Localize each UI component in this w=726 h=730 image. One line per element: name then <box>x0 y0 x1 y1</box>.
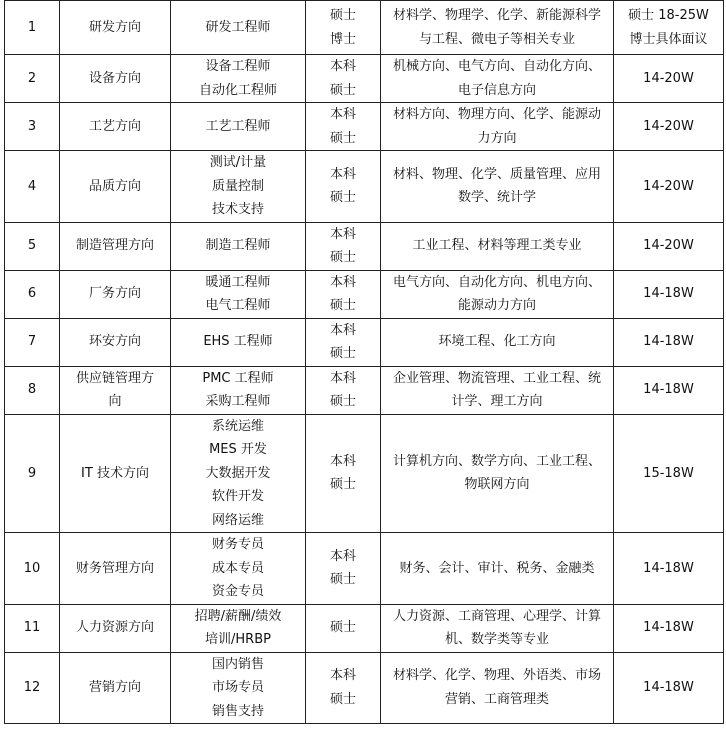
direction-cell-line: 设备方向 <box>88 70 141 86</box>
salary-cell <box>614 318 724 366</box>
table-row <box>5 652 724 724</box>
table-row <box>5 103 724 151</box>
direction-cell <box>60 1 171 55</box>
positions-cell-line: MES 开发 <box>209 442 267 457</box>
positions-cell <box>171 222 306 270</box>
positions-cell-line: 培训/HRBP <box>205 632 271 647</box>
salary-cell-line: 14-20W <box>643 238 694 254</box>
degree-cell-line: 本科 <box>329 107 356 122</box>
table-row <box>5 270 724 318</box>
positions-cell-line: 制造工程师 <box>205 238 271 254</box>
majors-cell-line: 能源动力方向 <box>457 298 536 313</box>
salary-cell-line: 博士具体面议 <box>629 31 708 47</box>
majors-cell-line: 电气方向、自动化方向、机电方向、 <box>392 274 601 290</box>
degree-cell-line: 硕士 <box>329 190 356 206</box>
majors-cell-line: 与工程、微电子等相关专业 <box>418 31 575 47</box>
majors-cell-line: 机械方向、电气方向、自动化方向、 <box>392 59 601 74</box>
positions-cell-line: 市场专员 <box>211 680 264 695</box>
row-number: 3 <box>5 103 60 151</box>
degree-cell-line: 本科 <box>329 370 356 386</box>
positions-cell-line: 销售支持 <box>211 703 264 719</box>
majors-cell <box>381 318 614 366</box>
positions-cell-line: 网络运维 <box>211 512 264 528</box>
majors-cell <box>381 533 614 605</box>
majors-cell-line: 数学、统计学 <box>457 190 536 206</box>
degree-cell <box>306 604 381 652</box>
salary-cell-line: 14-18W <box>643 680 694 695</box>
salary-cell-line: 14-20W <box>643 178 694 194</box>
degree-cell-line: 硕士 <box>329 82 356 98</box>
degree-cell-line: 硕士 <box>329 394 356 409</box>
direction-cell-line: 财务管理方向 <box>75 560 154 576</box>
positions-cell-line: 成本专员 <box>211 560 264 576</box>
table-row <box>5 604 724 652</box>
direction-cell-line: 环安方向 <box>88 334 141 350</box>
salary-cell <box>614 103 724 151</box>
salary-cell <box>614 414 724 533</box>
majors-cell-line: 环境工程、化工方向 <box>438 334 556 350</box>
salary-cell <box>614 604 724 652</box>
direction-cell-line: 工艺方向 <box>88 118 141 134</box>
direction-cell <box>60 652 171 724</box>
positions-cell-line: 电气工程师 <box>205 298 271 313</box>
positions-cell-line: PMC 工程师 <box>202 370 274 386</box>
row-number: 8 <box>5 366 60 414</box>
positions-cell <box>171 1 306 55</box>
direction-cell-line: IT 技术方向 <box>81 465 149 481</box>
positions-cell <box>171 414 306 533</box>
degree-cell <box>306 533 381 605</box>
positions-cell <box>171 103 306 151</box>
majors-cell-line: 机、数学类等专业 <box>444 632 549 647</box>
salary-cell-line: 硕士 18-25W <box>628 8 709 23</box>
salary-cell <box>614 533 724 605</box>
salary-cell <box>614 222 724 270</box>
majors-cell-line: 电子信息方向 <box>457 82 536 98</box>
degree-cell <box>306 318 381 366</box>
degree-cell <box>306 270 381 318</box>
salary-cell-line: 14-20W <box>643 118 694 134</box>
direction-cell <box>60 366 171 414</box>
row-number: 5 <box>5 222 60 270</box>
positions-cell-line: 研发工程师 <box>205 19 271 35</box>
majors-cell <box>381 366 614 414</box>
degree-cell <box>306 414 381 533</box>
row-number: 6 <box>5 270 60 318</box>
table-row <box>5 318 724 366</box>
salary-cell-line: 15-18W <box>643 465 694 481</box>
majors-cell <box>381 151 614 223</box>
recruitment-table <box>4 0 724 724</box>
row-number: 2 <box>5 55 60 103</box>
majors-cell-line: 工业工程、材料等理工类专业 <box>412 238 582 254</box>
positions-cell-line: EHS 工程师 <box>203 334 273 350</box>
majors-cell <box>381 414 614 533</box>
degree-cell <box>306 1 381 55</box>
direction-cell-line: 供应链管理方 <box>75 370 154 386</box>
direction-cell-line: 向 <box>108 394 122 409</box>
direction-cell <box>60 103 171 151</box>
direction-cell-line: 品质方向 <box>88 178 141 194</box>
degree-cell-line: 硕士 <box>329 572 356 588</box>
direction-cell <box>60 151 171 223</box>
salary-cell-line: 14-20W <box>643 70 694 86</box>
direction-cell-line: 研发方向 <box>88 19 141 35</box>
majors-cell-line: 人力资源、工商管理、心理学、计算 <box>392 608 601 624</box>
direction-cell <box>60 533 171 605</box>
table-row <box>5 533 724 605</box>
positions-cell-line: 技术支持 <box>211 202 264 217</box>
majors-cell-line: 财务、会计、审计、税务、金融类 <box>399 560 595 576</box>
row-number: 10 <box>5 533 60 605</box>
direction-cell <box>60 604 171 652</box>
majors-cell <box>381 55 614 103</box>
degree-cell <box>306 366 381 414</box>
degree-cell <box>306 222 381 270</box>
positions-cell-line: 国内销售 <box>211 656 264 672</box>
salary-cell-line: 14-18W <box>643 382 694 398</box>
degree-cell-line: 博士 <box>329 31 356 47</box>
row-number: 11 <box>5 604 60 652</box>
salary-cell <box>614 151 724 223</box>
degree-cell-line: 硕士 <box>329 298 356 313</box>
table-row <box>5 222 724 270</box>
degree-cell <box>306 652 381 724</box>
majors-cell <box>381 652 614 724</box>
majors-cell-line: 材料学、物理学、化学、新能源科学 <box>392 8 601 23</box>
positions-cell-line: 采购工程师 <box>205 394 271 409</box>
salary-cell <box>614 366 724 414</box>
salary-cell <box>614 652 724 724</box>
positions-cell <box>171 55 306 103</box>
positions-cell <box>171 366 306 414</box>
degree-cell-line: 本科 <box>329 322 356 338</box>
majors-cell-line: 物联网方向 <box>464 477 530 493</box>
positions-cell-line: 自动化工程师 <box>198 82 277 98</box>
salary-cell <box>614 55 724 103</box>
direction-cell-line: 厂务方向 <box>88 286 141 302</box>
positions-cell <box>171 151 306 223</box>
majors-cell <box>381 270 614 318</box>
positions-cell-line: 系统运维 <box>211 418 264 434</box>
positions-cell <box>171 318 306 366</box>
majors-cell <box>381 103 614 151</box>
salary-cell-line: 14-18W <box>643 334 694 350</box>
row-number: 12 <box>5 652 60 724</box>
degree-cell-line: 硕士 <box>329 620 356 636</box>
degree-cell-line: 硕士 <box>329 130 356 146</box>
direction-cell <box>60 270 171 318</box>
positions-cell <box>171 652 306 724</box>
row-number: 1 <box>5 1 60 55</box>
direction-cell <box>60 222 171 270</box>
salary-cell-line: 14-18W <box>643 620 694 636</box>
positions-cell-line: 资金专员 <box>211 584 264 599</box>
positions-cell <box>171 270 306 318</box>
salary-cell <box>614 1 724 55</box>
degree-cell-line: 本科 <box>329 668 356 684</box>
row-number: 9 <box>5 414 60 533</box>
salary-cell-line: 14-18W <box>643 560 694 576</box>
table-row <box>5 151 724 223</box>
degree-cell-line: 硕士 <box>329 250 356 265</box>
positions-cell <box>171 604 306 652</box>
majors-cell-line: 材料学、化学、物理、外语类、市场 <box>392 668 601 684</box>
degree-cell-line: 本科 <box>329 274 356 290</box>
majors-cell <box>381 1 614 55</box>
positions-cell-line: 大数据开发 <box>205 465 271 481</box>
direction-cell <box>60 318 171 366</box>
direction-cell-line: 制造管理方向 <box>75 238 154 254</box>
majors-cell-line: 计学、理工方向 <box>451 394 543 409</box>
majors-cell-line: 营销、工商管理类 <box>444 691 549 707</box>
positions-cell-line: 工艺工程师 <box>205 118 271 134</box>
salary-cell <box>614 270 724 318</box>
table-body <box>5 1 724 724</box>
table-row <box>5 414 724 533</box>
table-row <box>5 366 724 414</box>
degree-cell-line: 本科 <box>329 226 356 242</box>
majors-cell-line: 计算机方向、数学方向、工业工程、 <box>392 453 601 469</box>
row-number: 7 <box>5 318 60 366</box>
positions-cell-line: 质量控制 <box>211 178 264 194</box>
degree-cell-line: 硕士 <box>329 346 356 361</box>
degree-cell <box>306 103 381 151</box>
majors-cell <box>381 604 614 652</box>
direction-cell-line: 人力资源方向 <box>75 620 154 636</box>
degree-cell-line: 硕士 <box>329 8 356 23</box>
positions-cell-line: 财务专员 <box>211 537 264 552</box>
positions-cell-line: 设备工程师 <box>205 59 271 74</box>
degree-cell <box>306 151 381 223</box>
direction-cell <box>60 414 171 533</box>
degree-cell-line: 本科 <box>329 548 356 564</box>
table-row <box>5 1 724 55</box>
positions-cell <box>171 533 306 605</box>
row-number: 4 <box>5 151 60 223</box>
majors-cell-line: 材料、物理、化学、质量管理、应用 <box>392 166 601 182</box>
degree-cell-line: 硕士 <box>329 691 356 707</box>
salary-cell-line: 14-18W <box>643 286 694 302</box>
positions-cell-line: 招聘/薪酬/绩效 <box>194 608 282 624</box>
degree-cell <box>306 55 381 103</box>
majors-cell-line: 企业管理、物流管理、工业工程、统 <box>392 370 601 386</box>
positions-cell-line: 软件开发 <box>211 489 264 504</box>
table-row <box>5 55 724 103</box>
majors-cell <box>381 222 614 270</box>
positions-cell-line: 暖通工程师 <box>205 274 271 290</box>
majors-cell-line: 材料方向、物理方向、化学、能源动 <box>392 107 601 122</box>
direction-cell <box>60 55 171 103</box>
direction-cell-line: 营销方向 <box>88 680 141 695</box>
majors-cell-line: 力方向 <box>477 130 517 146</box>
degree-cell-line: 本科 <box>329 453 356 469</box>
positions-cell-line: 测试/计量 <box>209 155 267 170</box>
degree-cell-line: 硕士 <box>329 477 356 493</box>
degree-cell-line: 本科 <box>329 59 356 74</box>
degree-cell-line: 本科 <box>329 166 356 182</box>
